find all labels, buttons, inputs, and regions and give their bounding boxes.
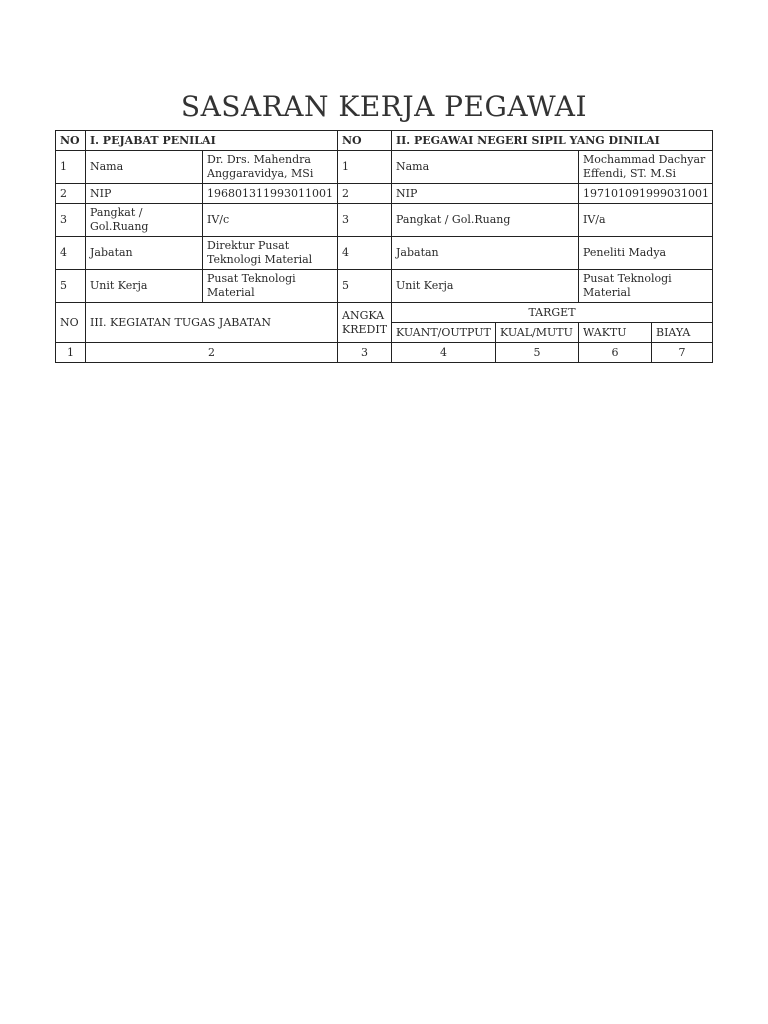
row-label-right: Jabatan <box>392 237 579 270</box>
column-number-row <box>56 343 713 363</box>
row-value-right: Peneliti Madya <box>579 237 713 270</box>
row-label-left: Jabatan <box>86 237 203 270</box>
target-kuant-output: KUANT/OUTPUT <box>392 323 496 343</box>
row-no-right: 4 <box>338 237 392 270</box>
section3-no: NO <box>56 303 86 343</box>
column-number: 5 <box>496 343 579 363</box>
row-label-right: Pangkat / Gol.Ruang <box>392 204 579 237</box>
header-pejabat-penilai: I. PEJABAT PENILAI <box>86 131 338 151</box>
row-no-left: 1 <box>56 151 86 184</box>
row-label-left: Nama <box>86 151 203 184</box>
row-no-left: 5 <box>56 270 86 303</box>
target-kual-mutu: KUAL/MUTU <box>496 323 579 343</box>
row-label-left: NIP <box>86 184 203 204</box>
row-label-right: NIP <box>392 184 579 204</box>
row-value-right: Pusat Teknologi Material <box>579 270 713 303</box>
row-value-left: 196801311993011001 <box>203 184 338 204</box>
row-no-right: 3 <box>338 204 392 237</box>
column-number: 2 <box>86 343 338 363</box>
row-no-left: 2 <box>56 184 86 204</box>
row-label-right: Nama <box>392 151 579 184</box>
row-label-left: Unit Kerja <box>86 270 203 303</box>
column-number: 7 <box>652 343 713 363</box>
row-no-left: 3 <box>56 204 86 237</box>
row-label-right: Unit Kerja <box>392 270 579 303</box>
header-row <box>56 131 713 151</box>
column-number: 3 <box>338 343 392 363</box>
row-value-left: Pusat Teknologi Material <box>203 270 338 303</box>
section3-angka-kredit: ANGKA KREDIT <box>338 303 392 343</box>
table-row <box>56 204 713 237</box>
table-row <box>56 151 713 184</box>
row-no-left: 4 <box>56 237 86 270</box>
skp-table <box>55 130 713 363</box>
column-number: 1 <box>56 343 86 363</box>
row-label-left: Pangkat / Gol.Ruang <box>86 204 203 237</box>
column-number: 4 <box>392 343 496 363</box>
table-row <box>56 237 713 270</box>
row-value-left: Direktur Pusat Teknologi Material <box>203 237 338 270</box>
target-waktu: WAKTU <box>579 323 652 343</box>
row-no-right: 2 <box>338 184 392 204</box>
table-row <box>56 270 713 303</box>
header-no-right: NO <box>338 131 392 151</box>
row-value-left: IV/c <box>203 204 338 237</box>
row-no-right: 5 <box>338 270 392 303</box>
column-number: 6 <box>579 343 652 363</box>
target-biaya: BIAYA <box>652 323 713 343</box>
row-no-right: 1 <box>338 151 392 184</box>
row-value-left: Dr. Drs. Mahendra Anggaravidya, MSi <box>203 151 338 184</box>
header-pegawai-dinilai: II. PEGAWAI NEGERI SIPIL YANG DINILAI <box>392 131 713 151</box>
header-no-left: NO <box>56 131 86 151</box>
row-value-right: 197101091999031001 <box>579 184 713 204</box>
table-row <box>56 184 713 204</box>
row-value-right: IV/a <box>579 204 713 237</box>
page-title: SASARAN KERJA PEGAWAI <box>180 90 588 123</box>
section3-header-row <box>56 303 713 323</box>
row-value-right: Mochammad Dachyar Effendi, ST. M.Si <box>579 151 713 184</box>
section3-target: TARGET <box>392 303 713 323</box>
section3-kegiatan: III. KEGIATAN TUGAS JABATAN <box>86 303 338 343</box>
